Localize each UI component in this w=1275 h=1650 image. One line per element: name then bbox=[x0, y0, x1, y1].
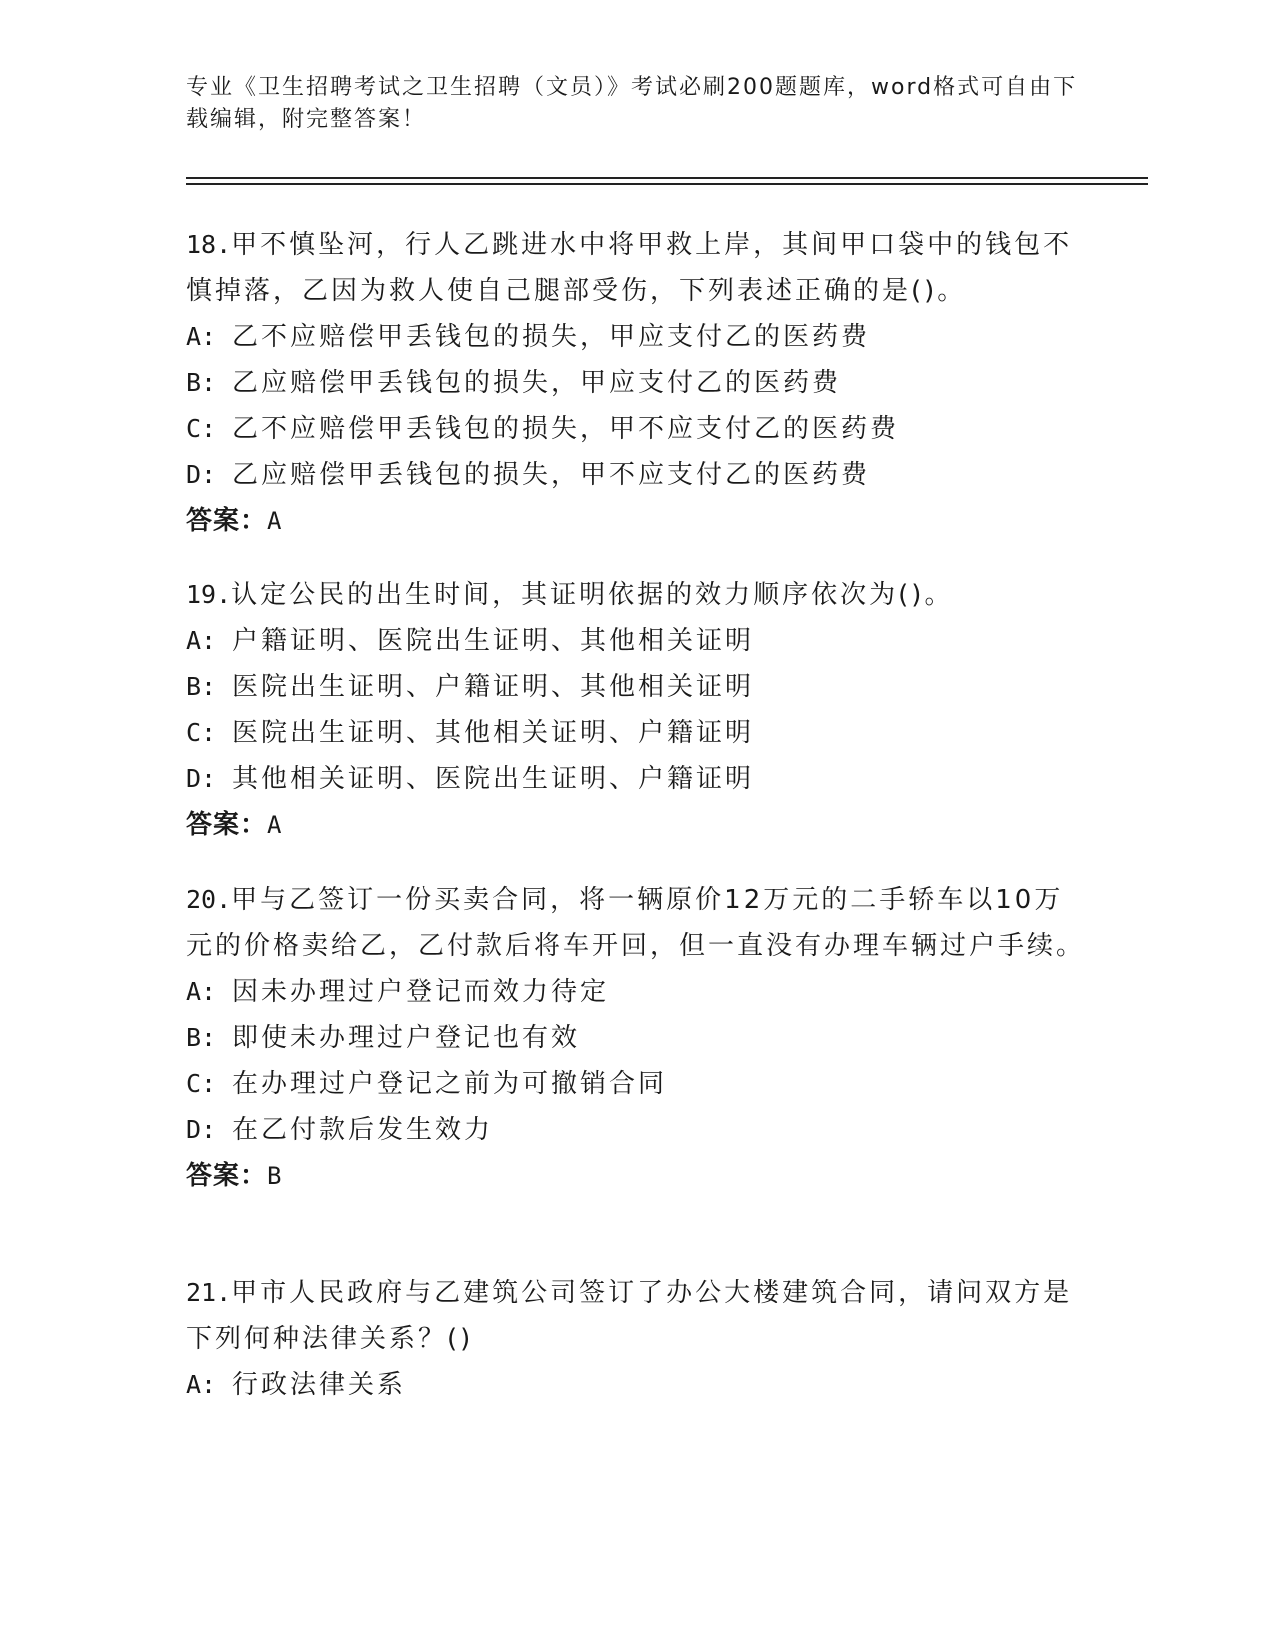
option-c bbox=[186, 406, 1086, 452]
header-divider-bottom bbox=[186, 183, 1148, 185]
option-letter: A: bbox=[186, 626, 217, 655]
option-text: 乙应赔偿甲丢钱包的损失，甲不应支付乙的医药费 bbox=[232, 460, 871, 490]
header-text: 专业《卫生招聘考试之卫生招聘（文员）》考试必刷200题题库，word格式可自由下载编辑，附完整答案！ bbox=[186, 75, 1078, 132]
option-text: 医院出生证明、户籍证明、其他相关证明 bbox=[232, 672, 755, 702]
option-letter: D: bbox=[186, 460, 217, 489]
question-text: 认定公民的出生时间，其证明依据的效力顺序依次为()。 bbox=[231, 580, 954, 610]
option-b bbox=[186, 1015, 1086, 1061]
option-text: 行政法律关系 bbox=[232, 1370, 407, 1400]
question-stem bbox=[186, 877, 1086, 969]
option-letter: B: bbox=[186, 672, 217, 701]
option-a bbox=[186, 969, 1086, 1015]
option-a bbox=[186, 618, 1086, 664]
option-text: 乙不应赔偿甲丢钱包的损失，甲不应支付乙的医药费 bbox=[232, 414, 900, 444]
answer-line bbox=[186, 1153, 1086, 1199]
option-letter: B: bbox=[186, 368, 217, 397]
question-number: 19. bbox=[186, 580, 232, 609]
option-letter: C: bbox=[186, 718, 217, 747]
option-text: 其他相关证明、医院出生证明、户籍证明 bbox=[232, 764, 755, 794]
option-d bbox=[186, 756, 1086, 802]
answer-value: A bbox=[267, 507, 283, 535]
option-text: 因未办理过户登记而效力待定 bbox=[232, 977, 610, 1007]
answer-label: 答案： bbox=[186, 1161, 268, 1191]
answer-label: 答案： bbox=[186, 810, 268, 840]
question-18 bbox=[186, 222, 1086, 544]
option-c bbox=[186, 1061, 1086, 1107]
question-19 bbox=[186, 572, 1086, 848]
option-text: 在办理过户登记之前为可撤销合同 bbox=[232, 1069, 668, 1099]
option-text: 在乙付款后发生效力 bbox=[232, 1115, 494, 1145]
option-text: 即使未办理过户登记也有效 bbox=[232, 1023, 581, 1053]
option-letter: C: bbox=[186, 1069, 217, 1098]
question-20 bbox=[186, 877, 1086, 1199]
answer-line bbox=[186, 498, 1086, 544]
question-stem bbox=[186, 222, 1086, 314]
option-letter: A: bbox=[186, 1370, 217, 1399]
header-divider-top bbox=[186, 177, 1148, 179]
option-text: 乙应赔偿甲丢钱包的损失，甲应支付乙的医药费 bbox=[232, 368, 842, 398]
option-letter: B: bbox=[186, 1023, 217, 1052]
question-stem bbox=[186, 572, 1086, 618]
question-text: 甲不慎坠河，行人乙跳进水中将甲救上岸，其间甲口袋中的钱包不慎掉落，乙因为救人使自己腿部受伤，下列表述正确的是()。 bbox=[186, 230, 1073, 306]
option-c bbox=[186, 710, 1086, 756]
option-letter: A: bbox=[186, 322, 217, 351]
answer-value: B bbox=[267, 1162, 283, 1190]
question-stem bbox=[186, 1270, 1086, 1362]
option-d bbox=[186, 452, 1086, 498]
option-a bbox=[186, 1362, 1086, 1408]
option-text: 乙不应赔偿甲丢钱包的损失，甲应支付乙的医药费 bbox=[232, 322, 871, 352]
question-text: 甲与乙签订一份买卖合同，将一辆原价12万元的二手轿车以10万元的价格卖给乙，乙付款后将车开回，但一直没有办理车辆过户手续。 bbox=[186, 885, 1086, 961]
option-letter: D: bbox=[186, 764, 217, 793]
option-letter: C: bbox=[186, 414, 217, 443]
option-text: 户籍证明、医院出生证明、其他相关证明 bbox=[232, 626, 755, 656]
option-b bbox=[186, 664, 1086, 710]
option-a bbox=[186, 314, 1086, 360]
question-number: 21. bbox=[186, 1278, 232, 1307]
question-21 bbox=[186, 1270, 1086, 1408]
document-header bbox=[186, 72, 1086, 136]
question-number: 18. bbox=[186, 230, 232, 259]
question-text: 甲市人民政府与乙建筑公司签订了办公大楼建筑合同，请问双方是下列何种法律关系？() bbox=[186, 1278, 1073, 1354]
answer-line bbox=[186, 802, 1086, 848]
question-number: 20. bbox=[186, 885, 232, 914]
answer-label: 答案： bbox=[186, 506, 268, 536]
option-b bbox=[186, 360, 1086, 406]
option-letter: D: bbox=[186, 1115, 217, 1144]
option-text: 医院出生证明、其他相关证明、户籍证明 bbox=[232, 718, 755, 748]
option-letter: A: bbox=[186, 977, 217, 1006]
option-d bbox=[186, 1107, 1086, 1153]
answer-value: A bbox=[267, 811, 283, 839]
